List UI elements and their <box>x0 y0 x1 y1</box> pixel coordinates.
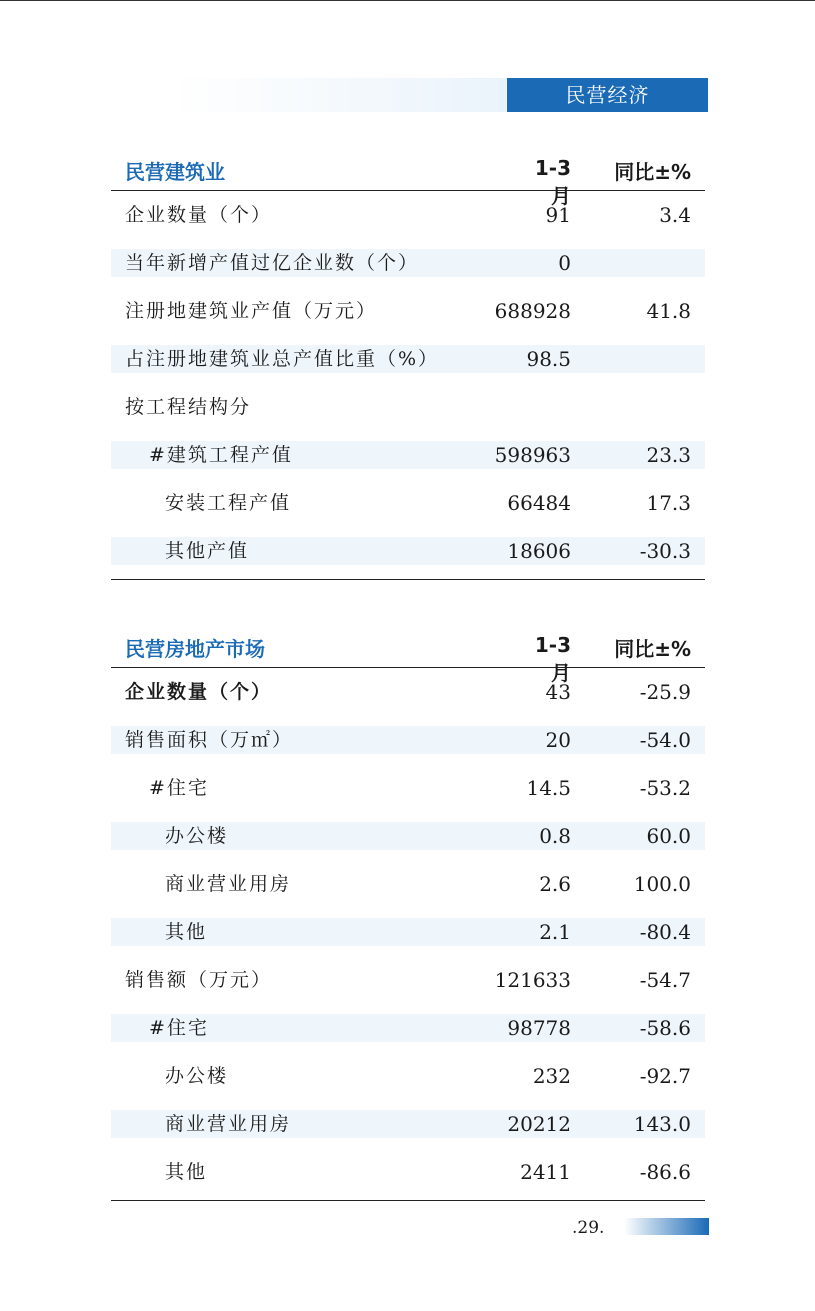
table-row <box>111 812 705 860</box>
table-row <box>111 764 705 812</box>
column-header-period: 1-3 月 <box>534 156 571 208</box>
column-header-yoy: 同比±% <box>614 637 691 661</box>
row-yoy: -58.6 <box>639 1016 691 1040</box>
row-label: 办公楼 <box>165 1065 229 1087</box>
row-value: 232 <box>532 1064 571 1088</box>
row-value: 2.6 <box>539 872 571 896</box>
header-gradient-band <box>170 78 508 112</box>
row-value: 0.8 <box>539 824 571 848</box>
row-label: 其他产值 <box>165 540 250 562</box>
section-bottom-rule <box>111 579 705 580</box>
row-label: 注册地建筑业产值（万元） <box>125 300 378 322</box>
real-estate-section <box>111 629 705 1201</box>
table-row <box>111 956 705 1004</box>
row-value: 688928 <box>494 299 571 323</box>
row-value: 20 <box>545 728 571 752</box>
row-label: 办公楼 <box>165 825 229 847</box>
section-header <box>111 629 705 685</box>
table-row <box>111 716 705 764</box>
table-row <box>111 479 705 527</box>
table-row <box>111 908 705 956</box>
row-label: 按工程结构分 <box>125 396 252 418</box>
header-tab: 民营经济 <box>507 78 708 112</box>
row-yoy: -53.2 <box>639 776 691 800</box>
page-gradient-bar <box>624 1218 709 1235</box>
section-title: 民营建筑业 <box>125 160 225 184</box>
row-yoy: -80.4 <box>639 920 691 944</box>
row-yoy: 143.0 <box>633 1112 691 1136</box>
row-yoy: 3.4 <box>659 203 691 227</box>
row-value: 14.5 <box>526 776 571 800</box>
table-row <box>111 1100 705 1148</box>
row-yoy: -92.7 <box>639 1064 691 1088</box>
row-yoy: 41.8 <box>646 299 691 323</box>
table-row <box>111 239 705 287</box>
row-label: #住宅 <box>149 777 209 799</box>
row-value: 598963 <box>494 443 571 467</box>
table-row <box>111 287 705 335</box>
row-yoy: 100.0 <box>633 872 691 896</box>
table-row <box>111 1052 705 1100</box>
table-row <box>111 668 705 716</box>
row-value: 43 <box>545 680 571 704</box>
row-label: #建筑工程产值 <box>149 444 293 466</box>
row-label: #住宅 <box>149 1017 209 1039</box>
row-yoy: -54.0 <box>639 728 691 752</box>
top-rule <box>0 0 815 1</box>
row-value: 2.1 <box>539 920 571 944</box>
row-label: 销售面积（万㎡） <box>125 729 294 751</box>
row-value: 66484 <box>507 491 571 515</box>
row-label: 当年新增产值过亿企业数（个） <box>125 252 420 274</box>
row-yoy: -25.9 <box>639 680 691 704</box>
column-header-period: 1-3 月 <box>534 633 571 685</box>
row-label: 其他 <box>165 921 208 943</box>
row-value: 98.5 <box>526 347 571 371</box>
row-label: 商业营业用房 <box>165 1113 292 1135</box>
table-row <box>111 860 705 908</box>
row-value: 121633 <box>494 968 571 992</box>
page-number: .29. <box>572 1218 605 1238</box>
row-value: 91 <box>545 203 571 227</box>
table-row <box>111 191 705 239</box>
row-label: 销售额（万元） <box>125 969 273 991</box>
column-header-yoy: 同比±% <box>614 160 691 184</box>
section-title: 民营房地产市场 <box>125 637 265 661</box>
table-row <box>111 431 705 479</box>
row-yoy: -54.7 <box>639 968 691 992</box>
row-value: 18606 <box>507 539 571 563</box>
section-bottom-rule <box>111 1200 705 1201</box>
row-yoy: -30.3 <box>639 539 691 563</box>
row-label: 商业营业用房 <box>165 873 292 895</box>
table-row <box>111 335 705 383</box>
row-label: 占注册地建筑业总产值比重（%） <box>125 348 440 370</box>
row-yoy: 23.3 <box>646 443 691 467</box>
row-label: 安装工程产值 <box>165 492 292 514</box>
table-row <box>111 383 705 431</box>
row-label: 企业数量（个） <box>125 204 273 226</box>
row-yoy: -86.6 <box>639 1160 691 1184</box>
table-row <box>111 1004 705 1052</box>
row-value: 0 <box>558 251 571 275</box>
row-value: 2411 <box>520 1160 571 1184</box>
row-label: 其他 <box>165 1161 208 1183</box>
row-value: 98778 <box>507 1016 571 1040</box>
row-label: 企业数量（个） <box>125 681 273 703</box>
row-yoy: 60.0 <box>646 824 691 848</box>
row-value: 20212 <box>507 1112 571 1136</box>
table-row <box>111 1148 705 1196</box>
row-yoy: 17.3 <box>646 491 691 515</box>
construction-section <box>111 152 705 580</box>
table-row <box>111 527 705 575</box>
section-header <box>111 152 705 208</box>
